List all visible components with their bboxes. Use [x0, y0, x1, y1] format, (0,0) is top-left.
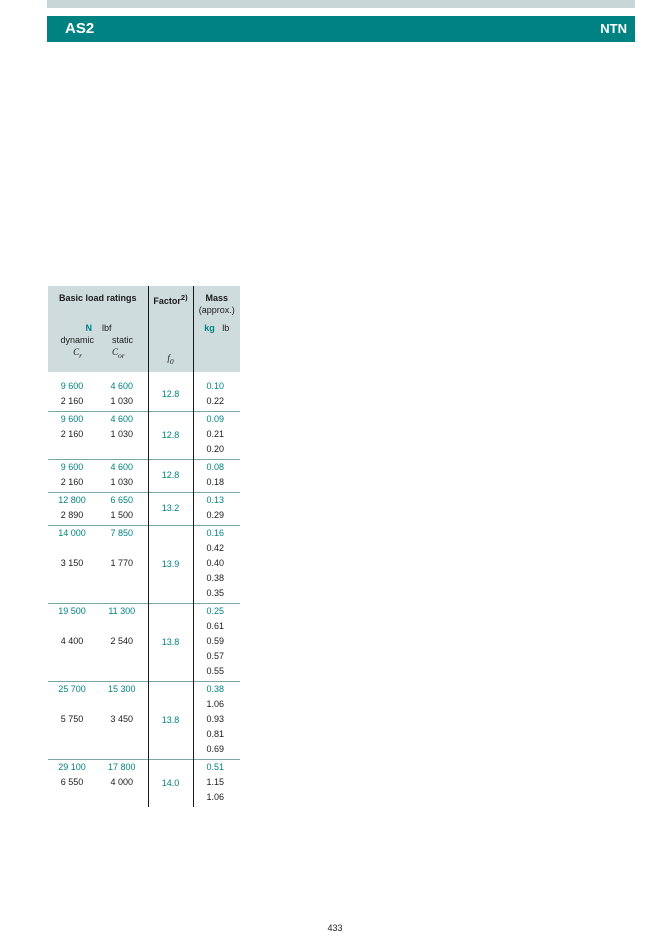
- empty-cell: [96, 697, 148, 712]
- factor-value: 13.9: [148, 525, 193, 603]
- mass-lb: 0.18: [193, 475, 240, 493]
- mass-lb: 0.22: [193, 394, 240, 412]
- unit-lbf: lbf: [102, 323, 112, 333]
- unit-mass: kg lb: [193, 316, 240, 335]
- dynamic-rating-lbf: 6 550: [60, 776, 84, 787]
- empty-cell: [96, 727, 148, 742]
- empty-cell: [48, 442, 96, 460]
- static-rating-lbf: 1 500: [110, 509, 134, 520]
- empty-cell: [48, 664, 96, 682]
- empty-cell: [48, 541, 96, 556]
- static-rating-lbf: 1 030: [110, 395, 134, 406]
- dynamic-rating-lbf: 2 160: [60, 428, 84, 439]
- label-dynamic: dynamic: [60, 335, 94, 345]
- static-rating-n: 4 600: [110, 380, 134, 391]
- empty-cell: [48, 727, 96, 742]
- mass-lb: 1.15: [193, 775, 240, 790]
- mass-lb: 0.69: [193, 742, 240, 760]
- header-factor: Factor$^{2)}$: [148, 286, 193, 316]
- table-row: [48, 475, 240, 493]
- table-row: [48, 681, 240, 697]
- dynamic-rating-lbf: 2 160: [60, 476, 84, 487]
- mass-lb: 0.42: [193, 541, 240, 556]
- empty-cell: [48, 571, 96, 586]
- table-row: [48, 459, 240, 475]
- dynamic-rating-n: 19 500: [48, 603, 96, 619]
- static-rating-n: 15 300: [96, 681, 148, 697]
- table-row: [48, 427, 240, 442]
- dynamic-rating-lbf: 4 400: [60, 635, 84, 646]
- table-row: [48, 571, 240, 586]
- mass-kg: 0.25: [193, 603, 240, 619]
- factor-value: 14.0: [148, 759, 193, 807]
- static-rating-n: 11 300: [96, 603, 148, 619]
- empty-cell: [96, 664, 148, 682]
- empty-cell: [96, 442, 148, 460]
- mass-lb: 1.06: [193, 790, 240, 807]
- mass-lb: 0.40: [193, 556, 240, 571]
- dynamic-rating-n: 9 600: [60, 380, 84, 391]
- static-rating-lbf: 1 770: [110, 557, 134, 568]
- static-rating-n: 17 800: [96, 759, 148, 775]
- dynamic-rating-n: 9 600: [48, 459, 96, 475]
- factor-value: 13.8: [148, 603, 193, 681]
- table-row: [48, 727, 240, 742]
- empty-cell: [96, 790, 148, 807]
- factor-value: 12.8: [148, 411, 193, 459]
- empty-cell: [48, 742, 96, 760]
- dynamic-rating-lbf: 5 750: [60, 713, 84, 724]
- dynamic-rating-n: 12 800: [48, 492, 96, 508]
- empty-cell: [96, 571, 148, 586]
- table-row: [48, 619, 240, 634]
- table-row: [48, 492, 240, 508]
- table-row: [48, 541, 240, 556]
- mass-kg: 0.51: [193, 759, 240, 775]
- empty-cell: [48, 586, 96, 604]
- mass-lb: 0.61: [193, 619, 240, 634]
- mass-kg: 0.13: [193, 492, 240, 508]
- dynamic-rating-lbf: 2 160: [60, 395, 84, 406]
- static-rating-lbf: 2 540: [110, 635, 134, 646]
- table-row: [48, 759, 240, 775]
- table-row: [48, 742, 240, 760]
- factor-value: 12.8: [148, 372, 193, 412]
- empty-cell: [48, 649, 96, 664]
- table-row: [48, 634, 240, 649]
- mass-lb: 0.29: [193, 508, 240, 526]
- empty-cell: [96, 742, 148, 760]
- header-basic-load-ratings: Basic load ratings: [58, 293, 137, 303]
- table-row: [48, 508, 240, 526]
- brand-label: NTN: [600, 21, 627, 36]
- mass-lb: 0.57: [193, 649, 240, 664]
- empty-cell: [96, 541, 148, 556]
- empty-cell: [96, 586, 148, 604]
- top-strip: [47, 0, 635, 8]
- dynamic-rating-n: 14 000: [48, 525, 96, 541]
- table-row: [48, 697, 240, 712]
- static-rating-n: 7 850: [96, 525, 148, 541]
- table-row: [48, 775, 240, 790]
- table-row: [48, 525, 240, 541]
- header-mass: Mass (approx.): [193, 286, 240, 316]
- header-bar: [47, 16, 635, 42]
- mass-lb: 0.38: [193, 571, 240, 586]
- table-row: [48, 411, 240, 427]
- mass-lb: 0.81: [193, 727, 240, 742]
- static-rating-n: 6 650: [96, 492, 148, 508]
- static-rating-lbf: 4 000: [110, 776, 134, 787]
- mass-lb: 0.21: [193, 427, 240, 442]
- mass-lb: 0.59: [193, 634, 240, 649]
- dynamic-rating-n: 9 600: [48, 411, 96, 427]
- static-rating-n: 4 600: [96, 411, 148, 427]
- mass-lb: 1.06: [193, 697, 240, 712]
- mass-kg: 0.08: [193, 459, 240, 475]
- table-row: [48, 586, 240, 604]
- table-row: [48, 664, 240, 682]
- table-row: [48, 442, 240, 460]
- mass-kg: 0.16: [193, 525, 240, 541]
- static-rating-n: 4 600: [96, 459, 148, 475]
- table-row: [48, 790, 240, 807]
- empty-cell: [48, 697, 96, 712]
- factor-value: 13.2: [148, 492, 193, 525]
- static-rating-lbf: 3 450: [110, 713, 134, 724]
- table-row: [48, 372, 240, 394]
- factor-value: 12.8: [148, 459, 193, 492]
- empty-cell: [48, 790, 96, 807]
- table-row: [48, 603, 240, 619]
- mass-lb: 0.20: [193, 442, 240, 460]
- mass-lb: 0.35: [193, 586, 240, 604]
- mass-lb: 0.93: [193, 712, 240, 727]
- label-static: static: [112, 335, 134, 345]
- table-row: [48, 556, 240, 571]
- empty-cell: [96, 649, 148, 664]
- table-row: [48, 649, 240, 664]
- mass-kg: 0.09: [193, 411, 240, 427]
- mass-kg: 0.38: [193, 681, 240, 697]
- table-row: [48, 394, 240, 412]
- static-rating-lbf: 1 030: [110, 476, 134, 487]
- unit-n: N: [85, 323, 92, 333]
- dynamic-rating-n: 25 700: [48, 681, 96, 697]
- table-row: [48, 712, 240, 727]
- page-number: 433: [327, 923, 343, 933]
- table-body: [48, 372, 240, 807]
- symbol-cr: $C_r$: [73, 347, 82, 360]
- empty-cell: [48, 619, 96, 634]
- dynamic-rating-lbf: 2 890: [60, 509, 84, 520]
- dynamic-rating-lbf: 3 150: [60, 557, 84, 568]
- symbol-cor: $C_{or}$: [112, 347, 125, 360]
- dynamic-rating-n: 29 100: [48, 759, 96, 775]
- factor-footnote-ref: 2): [180, 293, 188, 302]
- load-rating-table: [48, 286, 240, 807]
- factor-value: 13.8: [148, 681, 193, 759]
- mass-lb: 0.55: [193, 664, 240, 682]
- mass-kg: 0.10: [193, 372, 240, 394]
- static-rating-lbf: 1 030: [110, 428, 134, 439]
- empty-cell: [96, 619, 148, 634]
- symbol-f0: $f_0$: [148, 346, 193, 372]
- page-title: AS2: [65, 20, 95, 37]
